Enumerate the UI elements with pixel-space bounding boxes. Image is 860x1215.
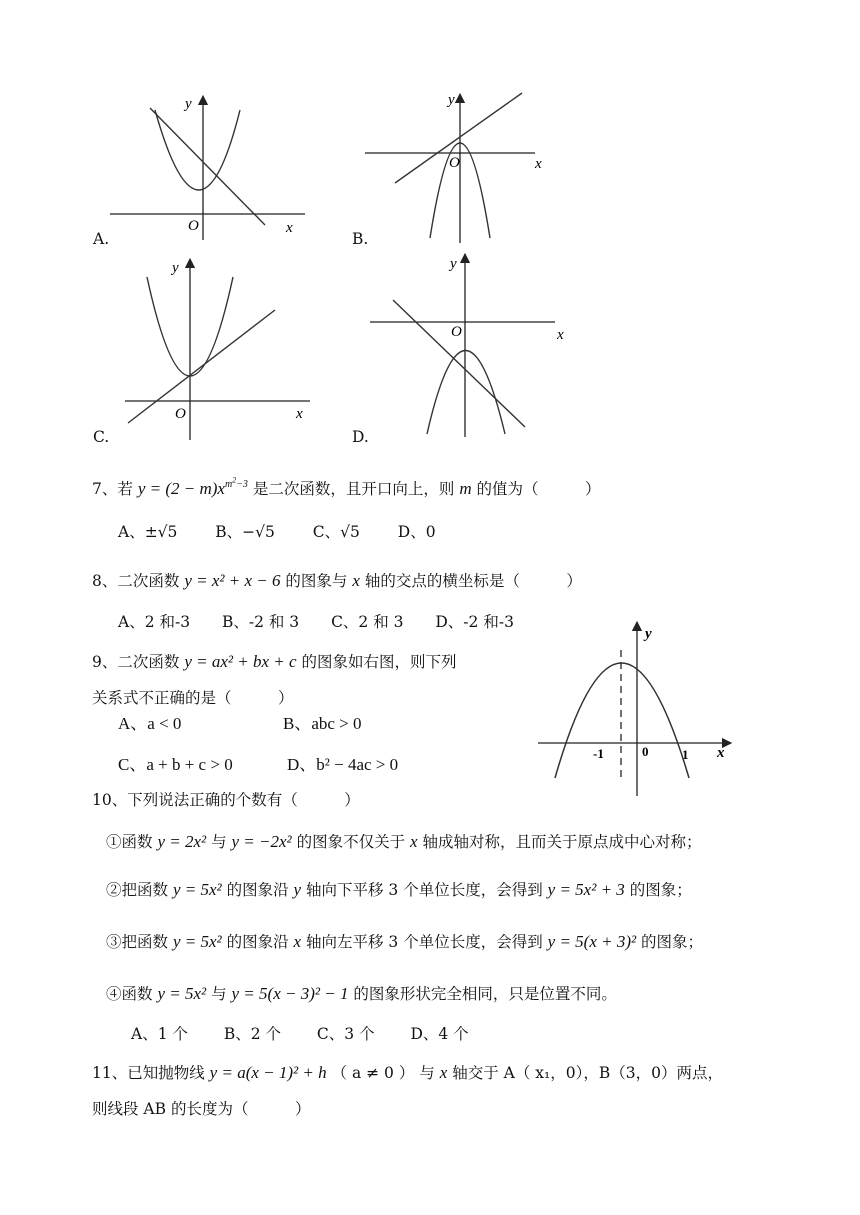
q8-mid: 的图象与 <box>285 572 348 590</box>
q10-item-2: ②把函数 y = 5x² 的图象沿 y 轴向下平移 3 个单位长度，会得到 y = 5x² + 3 的图象； <box>106 880 692 899</box>
q7-mid: 是二次函数，且开口向上，则 <box>252 479 455 498</box>
x-axis-label: x <box>717 745 725 761</box>
tick-label-neg-1: -1 <box>593 746 604 761</box>
parabola <box>555 663 689 778</box>
q10-item-4: ④函数 y = 5x² 与 y = 5(x − 3)² − 1 的图象形状完全相同，只是位置不同。 <box>106 984 617 1003</box>
origin-label: O <box>451 324 462 340</box>
figure-c <box>120 255 320 445</box>
q11-expression: y = a(x − 1)² + h <box>209 1063 327 1082</box>
q11-condition: （ a ≠ 0 ） <box>331 1064 415 1082</box>
option-d-label: D. <box>352 428 369 446</box>
parabola <box>155 110 240 190</box>
q7-option-c: C、√5 <box>312 523 360 541</box>
question-9 <box>92 651 456 673</box>
q10-option-c: C、3 个 <box>316 1025 375 1043</box>
q8-number: 8、二次函数 <box>92 572 180 590</box>
q11-line2: 则线段 AB 的长度为（ ） <box>92 1100 311 1118</box>
q8-option-a: A、2 和-3 <box>118 613 191 631</box>
q9-option-b: B、abc > 0 <box>283 714 362 733</box>
line <box>150 108 265 225</box>
q7-options <box>118 521 436 543</box>
question-11 <box>92 1062 723 1084</box>
q10-item-1: ①函数 y = 2x² 与 y = −2x² 的图象不仅关于 x 轴成轴对称，且而关于原点成中心对称； <box>106 832 702 851</box>
x-axis-label: x <box>296 406 303 422</box>
q9-option-c-wrap <box>118 754 233 776</box>
q10-option-d: D、4 个 <box>410 1025 469 1043</box>
q8-option-b: B、-2 和 3 <box>221 613 300 631</box>
q7-option-d: D、0 <box>397 523 436 541</box>
x-axis-label: x <box>535 156 542 172</box>
option-a-label: A. <box>93 230 110 248</box>
origin-label: O <box>188 218 199 234</box>
q9-line2: 关系式不正确的是（ ） <box>92 689 294 707</box>
q10-options <box>131 1023 469 1045</box>
q8-expression: y = x² + x − 6 <box>184 571 281 590</box>
q8-option-d: D、-2 和-3 <box>435 613 514 631</box>
y-axis-label: y <box>448 92 455 108</box>
q10-option-b: B、2 个 <box>223 1025 282 1043</box>
q7-expression: $y = (2 - m)x^{m^2-3}$ <box>137 476 248 498</box>
q9-end: 的图象如右图，则下列 <box>301 653 457 671</box>
q8-end: 轴的交点的横坐标是（ ） <box>364 572 582 590</box>
q9-graph <box>535 618 735 803</box>
question-8 <box>92 570 582 592</box>
question-10: 10、下列说法正确的个数有（ ） <box>92 791 360 809</box>
x-axis-label: x <box>286 220 293 236</box>
q11-end: 轴交于 A（ x₁，0），B（3，0）两点， <box>452 1064 723 1082</box>
line <box>393 300 525 427</box>
q7-option-a: A、±√5 <box>118 523 178 541</box>
question-7 <box>92 470 601 500</box>
q9-options-row1 <box>118 713 181 735</box>
q7-number: 7、若 <box>92 479 133 498</box>
q11-number: 11、已知抛物线 <box>92 1064 205 1082</box>
origin-label: O <box>175 406 186 422</box>
q8-var: x <box>352 571 360 590</box>
q9-option-c: C、a + b + c > 0 <box>118 755 233 774</box>
q10-item-3: ③把函数 y = 5x² 的图象沿 x 轴向左平移 3 个单位长度，会得到 y = 5(x + 3)² 的图象； <box>106 932 704 951</box>
q7-end: 的值为（ ） <box>476 479 601 498</box>
x-axis-label: x <box>557 327 564 343</box>
q7-option-b: B、−√5 <box>215 523 275 541</box>
figure-d <box>365 252 575 442</box>
parabola <box>427 351 505 435</box>
q11-mid: 与 <box>419 1064 435 1082</box>
y-axis-label: y <box>645 626 652 642</box>
y-axis-label: y <box>450 256 457 272</box>
q7-var: m <box>459 478 472 498</box>
origin-label: 0 <box>642 744 649 759</box>
figure-a <box>100 90 320 250</box>
line <box>128 310 275 423</box>
q11-var: x <box>439 1063 448 1082</box>
tick-label-1: 1 <box>682 747 689 762</box>
q8-option-c: C、2 和 3 <box>331 613 404 631</box>
y-axis-label: y <box>185 96 192 112</box>
q9-option-d: D、b² − 4ac > 0 <box>287 755 399 774</box>
q9-expression: y = ax² + bx + c <box>184 652 297 671</box>
q9-number: 9、二次函数 <box>92 653 180 671</box>
q9-option-d-wrap <box>287 754 398 776</box>
q9-option-a: A、a < 0 <box>118 714 182 733</box>
option-b-label: B. <box>352 230 369 248</box>
q9-option-b-wrap <box>283 713 362 735</box>
option-c-label: C. <box>93 428 110 446</box>
origin-label: O <box>449 155 460 171</box>
y-axis-label: y <box>172 260 179 276</box>
q10-option-a: A、1 个 <box>131 1025 188 1043</box>
figure-b <box>360 88 560 248</box>
q8-options <box>118 611 514 633</box>
